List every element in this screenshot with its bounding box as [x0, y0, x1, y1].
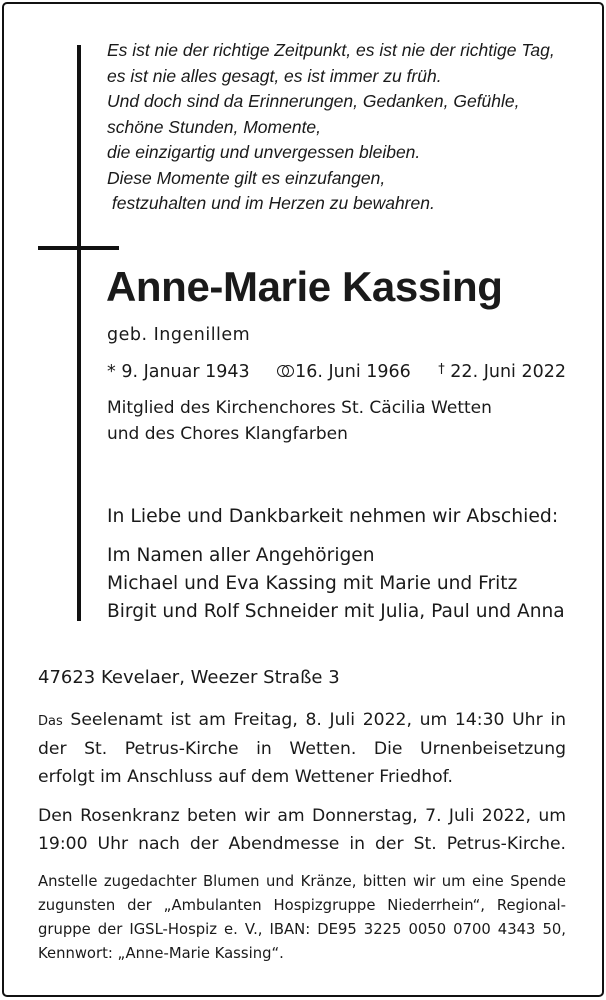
death-date: 22. Juni 2022	[450, 362, 566, 382]
poem-line: Und doch sind da Erinnerungen, Gedanken, Gefühle,	[107, 91, 520, 111]
donation-line: zugunsten der „Ambulanten Hospizgruppe Niederrhein“, Regional-	[38, 897, 566, 914]
poem-line: die einzigartig und unvergessen bleiben.	[107, 142, 421, 162]
mourner-line: Birgit und Rolf Schneider mit Julia, Paul und Anna	[107, 601, 565, 622]
poem-line: schöne Stunden, Momente,	[107, 116, 322, 137]
donation-line: gruppe der IGSL-Hospiz e. V., IBAN: DE95 3225 0050 0700 4343 50,	[38, 921, 566, 938]
death-date-group	[438, 361, 566, 383]
mourners-list	[107, 542, 565, 626]
poem-line: Diese Momente gilt es einzufangen,	[107, 167, 386, 188]
mourner-line: Im Namen aller Angehörigen	[107, 545, 375, 566]
requiem-notice	[38, 706, 566, 792]
family-address: 47623 Kevelaer, Weezer Straße 3	[38, 667, 340, 688]
poem-line: es ist nie alles gesagt, es ist immer zu früh.	[107, 65, 442, 86]
birth-date: * 9. Januar 1943	[107, 362, 250, 382]
rosary-notice	[38, 802, 566, 858]
requiem-line	[38, 706, 566, 735]
poem-line: Es ist nie der richtige Zeitpunkt, es ist nie der richtige Tag,	[107, 40, 555, 60]
farewell-heading: In Liebe und Dankbarkeit nehmen wir Abschied:	[107, 506, 559, 527]
membership-line: Mitglied des Kirchenchores St. Cäcilia Wetten	[107, 398, 492, 418]
rosary-line: 19:00 Uhr nach der Abendmesse in der St. Petrus-Kirche.	[38, 834, 566, 854]
ring	[282, 365, 294, 377]
rosary-line: Den Rosenkranz beten wir am Donnerstag, 7. Juli 2022, um	[38, 806, 566, 826]
life-dates	[107, 361, 566, 383]
donation-line: Kennwort: „Anne-Marie Kassing“.	[38, 945, 284, 962]
marriage-date: 16. Juni 1966	[295, 362, 411, 382]
memberships	[107, 395, 492, 447]
donation-notice	[38, 870, 566, 966]
marriage-date-group	[277, 361, 411, 383]
requiem-lead-word: Das	[38, 714, 63, 729]
requiem-line-text: Seelenamt ist am Freitag, 8. Juli 2022, um 14:30 Uhr in	[70, 710, 566, 730]
donation-line: Anstelle zugedachter Blumen und Kränze, bitten wir um eine Spende	[38, 873, 566, 890]
marriage-rings-icon	[277, 365, 294, 377]
requiem-line: erfolgt im Anschluss auf dem Wettener Friedhof.	[38, 767, 453, 787]
poem-line: festzuhalten und im Herzen zu bewahren.	[107, 193, 435, 213]
poem	[107, 38, 555, 217]
membership-line: und des Chores Klangfarben	[107, 424, 348, 444]
birth-name: geb. Ingenillem	[107, 325, 251, 345]
requiem-line: der St. Petrus-Kirche in Wetten. Die Urnenbeisetzung	[38, 738, 566, 759]
mourner-line: Michael und Eva Kassing mit Marie und Fritz	[107, 573, 518, 594]
cross-vertical-beam	[77, 45, 81, 621]
dagger-symbol: †	[438, 362, 445, 377]
deceased-name: Anne-Marie Kassing	[106, 263, 503, 310]
cross-horizontal-beam	[38, 246, 119, 250]
